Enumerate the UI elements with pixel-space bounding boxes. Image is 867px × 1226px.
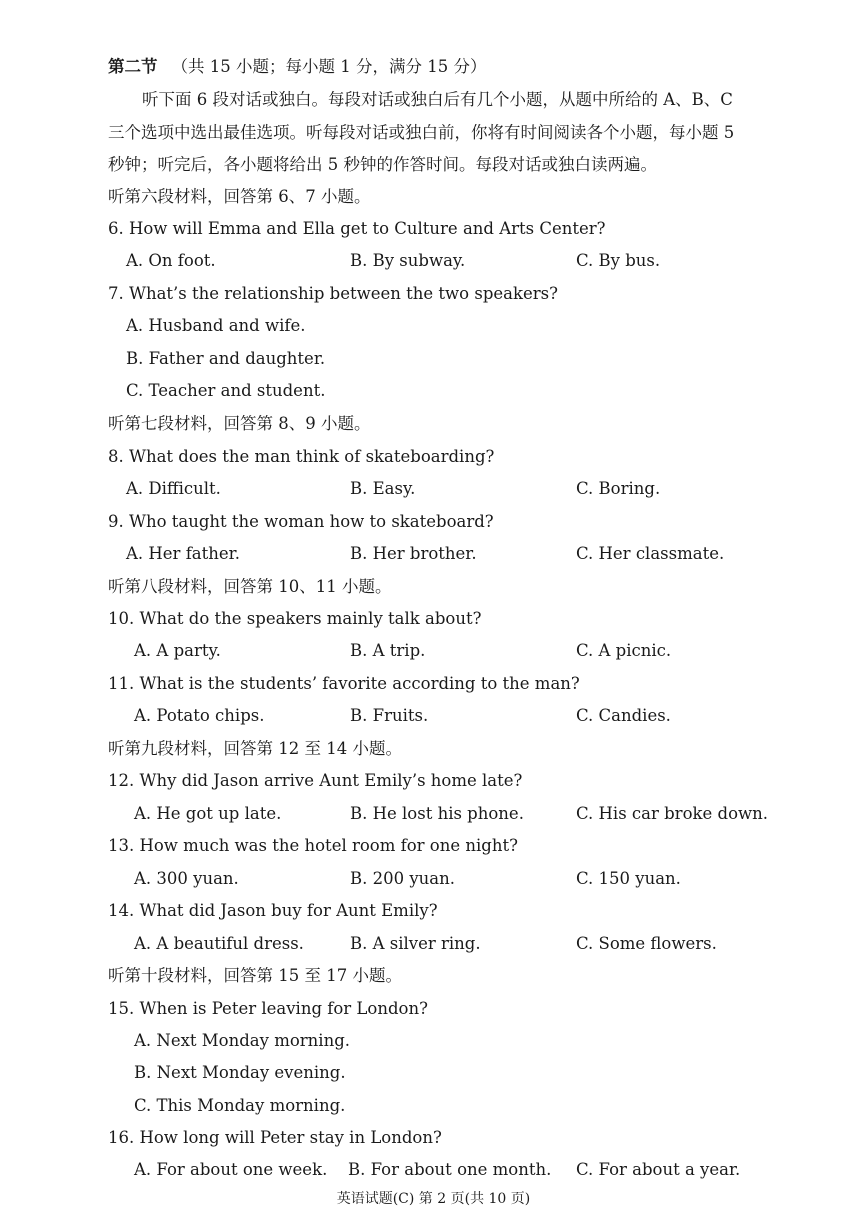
option-a: A. He got up late. — [134, 804, 282, 823]
section-title: 第二节 — [108, 57, 158, 76]
option-b: B. Next Monday evening. — [134, 1063, 346, 1082]
group-header: 听第七段材料，回答第 8、9 小题。 — [108, 414, 371, 433]
option-b: B. For about one month. — [348, 1160, 552, 1179]
option-b: B. Fruits. — [350, 706, 429, 725]
option-c: C. Some flowers. — [576, 934, 717, 953]
option-c: C. His car broke down. — [576, 804, 768, 823]
option-c: C. For about a year. — [576, 1160, 741, 1179]
option-a: A. 300 yuan. — [134, 869, 239, 888]
option-c: C. Boring. — [576, 479, 661, 498]
option-c: C. A picnic. — [576, 641, 672, 660]
option-b: B. Her brother. — [350, 544, 477, 563]
question-stem: 8. What does the man think of skateboarding? — [108, 447, 495, 466]
question-stem: 15. When is Peter leaving for London? — [108, 999, 428, 1018]
option-a: A. For about one week. — [134, 1160, 328, 1179]
group-header: 听第六段材料，回答第 6、7 小题。 — [108, 187, 371, 206]
option-b: B. By subway. — [350, 251, 466, 270]
option-a: A. Her father. — [126, 544, 240, 563]
option-a: A. Difficult. — [126, 479, 221, 498]
group-header: 听第九段材料，回答第 12 至 14 小题。 — [108, 739, 402, 758]
group-header: 听第十段材料，回答第 15 至 17 小题。 — [108, 966, 402, 985]
question-stem: 14. What did Jason buy for Aunt Emily? — [108, 901, 438, 920]
option-c: C. This Monday morning. — [134, 1096, 346, 1115]
option-c: C. Candies. — [576, 706, 671, 725]
option-a: A. A party. — [134, 641, 221, 660]
question-stem: 11. What is the students’ favorite according to the man? — [108, 674, 580, 693]
option-b: B. Father and daughter. — [126, 349, 326, 368]
question-stem: 10. What do the speakers mainly talk about? — [108, 609, 482, 628]
option-c: C. Her classmate. — [576, 544, 725, 563]
option-b: B. He lost his phone. — [350, 804, 524, 823]
option-c: C. Teacher and student. — [126, 381, 326, 400]
question-stem: 12. Why did Jason arrive Aunt Emily’s home late? — [108, 771, 523, 790]
question-stem: 6. How will Emma and Ella get to Culture and Arts Center? — [108, 219, 606, 238]
question-stem: 7. What’s the relationship between the two speakers? — [108, 284, 558, 303]
option-b: B. A silver ring. — [350, 934, 481, 953]
instructions-line-3: 秒钟；听完后，各小题将给出 5 秒钟的作答时间。每段对话或独白读两遍。 — [108, 155, 657, 174]
option-a: A. Next Monday morning. — [134, 1031, 351, 1050]
instructions-line-1: 听下面 6 段对话或独白。每段对话或独白后有几个小题，从题中所给的 A、B、C — [142, 90, 733, 109]
option-c: C. 150 yuan. — [576, 869, 681, 888]
option-b: B. 200 yuan. — [350, 869, 456, 888]
option-a: A. A beautiful dress. — [134, 934, 304, 953]
option-b: B. Easy. — [350, 479, 416, 498]
instructions-line-2: 三个选项中选出最佳选项。听每段对话或独白前，你将有时间阅读各个小题，每小题 5 — [108, 123, 735, 142]
option-a: A. Husband and wife. — [126, 316, 306, 335]
group-header: 听第八段材料，回答第 10、11 小题。 — [108, 577, 392, 596]
option-c: C. By bus. — [576, 251, 661, 270]
section-heading — [108, 56, 486, 78]
question-stem: 9. Who taught the woman how to skateboard? — [108, 512, 494, 531]
option-b: B. A trip. — [350, 641, 426, 660]
option-a: A. Potato chips. — [134, 706, 265, 725]
option-a: A. On foot. — [126, 251, 216, 270]
question-stem: 13. How much was the hotel room for one night? — [108, 836, 518, 855]
section-meta: （共 15 小题；每小题 1 分，满分 15 分） — [171, 57, 487, 76]
page-footer: 英语试题(C) 第 2 页(共 10 页) — [336, 1191, 531, 1207]
question-stem: 16. How long will Peter stay in London? — [108, 1128, 442, 1147]
